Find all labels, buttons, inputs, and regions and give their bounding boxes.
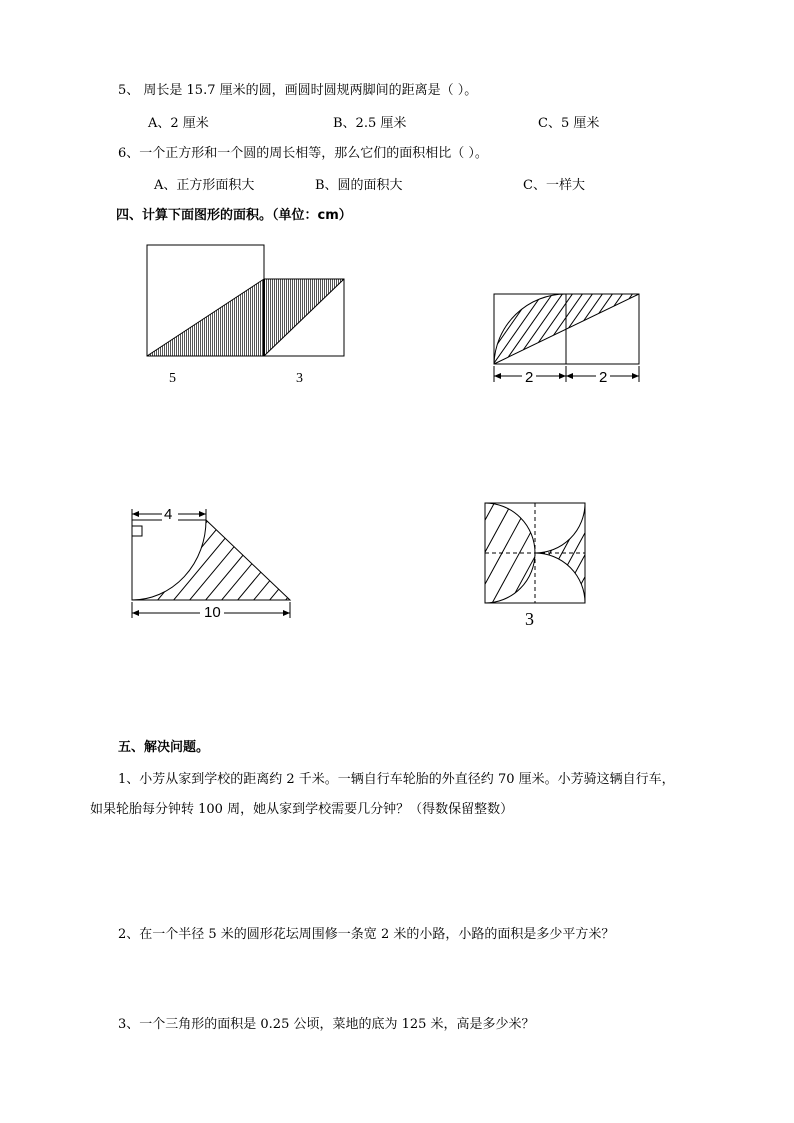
problem-1-line-2: 如果轮胎每分钟转 100 周，她从家到学校需要几分钟？（得数保留整数） bbox=[90, 802, 514, 817]
figure-2-label-right: 2 bbox=[599, 369, 608, 386]
question-5-option-a: A、2 厘米 bbox=[148, 116, 209, 131]
question-5-option-b: B、2.5 厘米 bbox=[333, 116, 407, 131]
question-6-text: 6、一个正方形和一个圆的周长相等，那么它们的面积相比（ ）。 bbox=[118, 146, 488, 161]
figure-1-label-3: 3 bbox=[296, 371, 303, 386]
question-6-option-b: B、圆的面积大 bbox=[315, 178, 403, 193]
question-6-option-a: A、正方形面积大 bbox=[154, 178, 255, 193]
problem-2: 2、在一个半径 5 米的圆形花坛周围修一条宽 2 米的小路，小路的面积是多少平方米？ bbox=[118, 927, 615, 942]
section-4-title: 四、计算下面图形的面积。（单位：cm） bbox=[116, 208, 352, 223]
figure-2-label-left: 2 bbox=[525, 369, 534, 386]
problem-3: 3、一个三角形的面积是 0.25 公顷，菜地的底为 125 米，高是多少米？ bbox=[118, 1017, 535, 1032]
problem-1-line-1: 1、小芳从家到学校的距离约 2 千米。一辆自行车轮胎的外直径约 70 厘米。小芳骑这辆自行车， bbox=[118, 772, 675, 787]
figure-3-label-top: 4 bbox=[164, 506, 173, 523]
figure-3-label-bottom: 10 bbox=[204, 604, 221, 621]
question-6-option-c: C、一样大 bbox=[523, 178, 585, 193]
section-5-title: 五、解决问题。 bbox=[118, 740, 210, 755]
figure-1-label-5: 5 bbox=[169, 371, 176, 386]
question-5-text: 5、 周长是 15.7 厘米的圆，画圆时圆规两脚间的距离是（ ）。 bbox=[118, 83, 478, 98]
figure-4-label: 3 bbox=[525, 609, 534, 629]
figure-4-square-semicircles bbox=[480, 498, 592, 610]
figure-2-rectangle-semicircle bbox=[488, 286, 648, 388]
question-5-option-c: C、5 厘米 bbox=[538, 116, 600, 131]
